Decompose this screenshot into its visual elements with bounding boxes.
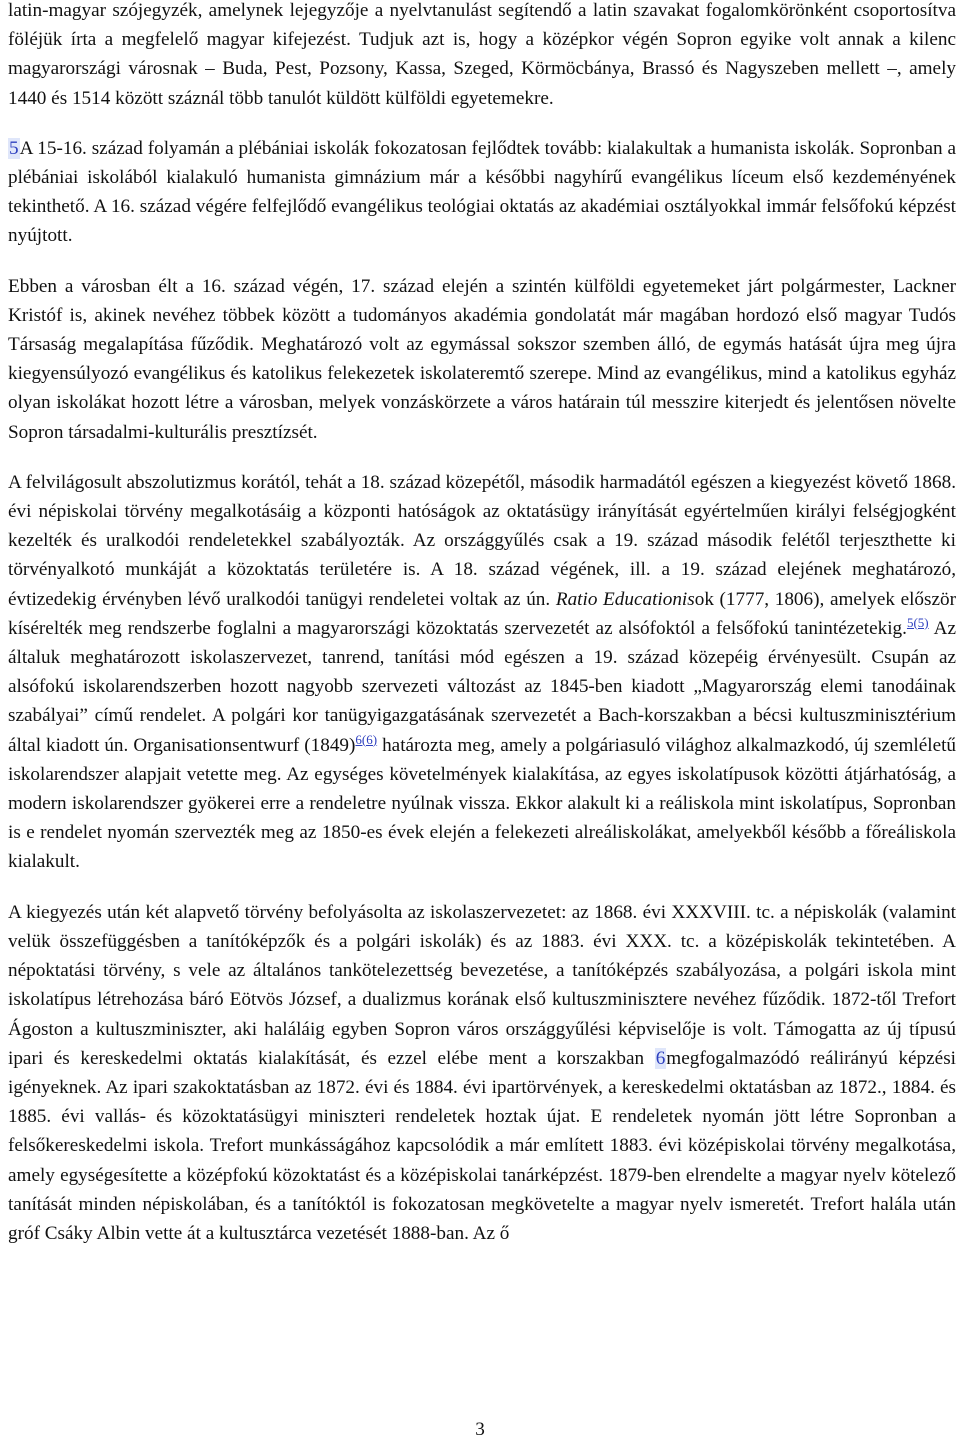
- paragraph-4-text-a: A felvilágosult abszolutizmus korától, tehát a 18. század közepétől, második harmadától egészen a kiegyezést követő 1868. évi népiskolai törvény megalkotásáig a központi hatóságok az oktatásügy irányítását egyértelműen királyi felségjogként kezelték és uralkodói rendeletekkel szabályozták. Az országgyűlés csak a 19. század második felétől terjeszthette ki törvényalkotó munkáját a közoktatás területére is. A 18. század végének, ill. a 19. század elejének meghatározó, évtizedekig érvényben lévő uralkodói tanügyi rendeletei voltak az ún.: [8, 471, 956, 610]
- paragraph-3: [8, 272, 956, 447]
- paragraph-2-text: A 15-16. század folyamán a plébániai iskolák fokozatosan fejlődtek tovább: kialakultak a humanista iskolák. Sopronban a plébániai iskolából kialakuló humanista gimnázium már a későbbi nagyhírű evangélikus líceum első kezdeményének tekinthető. A 16. század végére felfejlődő evangélikus teológiai oktatás az akadémiai osztályokkal immár felsőfokú képzést nyújtott.: [8, 137, 956, 247]
- document-body: [8, 0, 956, 1269]
- paragraph-4-text-c: Az általuk meghatározott iskolaszervezet, tanrend, tanítási mód egészen a 19. század közepéig érvényesült. Csupán az alsófokú iskolarendszerben hozott nagyobb szervezeti változást az 1845-ben kiadott „Magyarország elemi tanodáinak szabályai” című rendelet. A polgári kor tanügyigazgatásának szervezetét a Bach-korszakban a bécsi kultuszminisztérium által kiadott ún. Organisationsentwurf (1849): [8, 617, 956, 756]
- paragraph-5-text-b: megfogalmazódó reálirányú képzési igényeknek. Az ipari szakoktatásban az 1872. évi és 1884. évi ipartörvények, a kereskedelmi oktatásban az 1872., 1884. és 1885. évi vallás- és közoktatásügyi miniszteri rendeletek hoztak újat. E rendeletek nyomán jött létre Sopronban a felsőkereskedelmi iskola. Trefort munkásságához kapcsolódik a már említett 1883. évi középiskolai törvény megalkotása, amely egységesítette a középfokú közoktatást és a középiskolai tanárképzést. 1879-ben elrendelte a magyar nyelv kötelező tanítását minden népiskolában, és a tanítóktól is fokozatosan megkövetelte a magyar nyelv ismeretét. Trefort halála után gróf Csáky Albin vette át a kultusztárca vezetését 1888-ban. Az ő: [8, 1047, 956, 1244]
- paragraph-1-text: latin-magyar szójegyzék, amelynek lejegyzője a nyelvtanulást segítendő a latin szavakat fogalomkörönként csoportosítva föléjük írta a megfelelő magyar kifejezést. Tudjuk azt is, hogy a középkor végén Sopron egyike volt annak a kilenc magyarországi városnak – Buda, Pest, Pozsony, Kassa, Szeged, Körmöcbánya, Brassó és Nagyszeben mellett –, amely 1440 és 1514 között száznál több tanulót küldött külföldi egyetemekre.: [8, 0, 956, 109]
- page-marker-5[interactable]: 5: [9, 137, 19, 159]
- page-marker-6[interactable]: 6: [655, 1047, 666, 1069]
- paragraph-5-text-a: A kiegyezés után két alapvető törvény befolyásolta az iskolaszervezetet: az 1868. évi XXXVIII. tc. a népiskolák (valamint velük összefüggésben a tanítóképzők és a polgári iskolák) és az 1883. évi XXX. tc. a középiskolák tekintetében. A népoktatási törvény, s vele az általános tankötelezettség bevezetése, a tanítóképzés szabályozása, a polgári iskola mint iskolatípus létrehozása báró Eötvös József, a dualizmus korának első kultuszminisztere nevéhez fűződik. 1872-től Trefort Ágoston a kultuszminiszter, aki haláláig egyben Sopron város országgyűlési képviselője is volt. Támogatta az új típusú ipari és kereskedelmi oktatás kialakítását, és ezzel elébe ment a korszakban: [8, 901, 956, 1069]
- paragraph-3-text: Ebben a városban élt a 16. század végén, 17. század elején a szintén külföldi egyetemeket járt polgármester, Lackner Kristóf is, akinek nevéhez többek között a tudományos akadémia gondolatát már magában hordozó első magyar Tudós Társaság megalapítása fűződik. Meghatározó volt az egymással sokszor szemben álló, de egymás hatását újra meg újra kiegyensúlyozó evangélikus és katolikus felekezetek iskolateremtő szerepe. Mind az evangélikus, mind a katolikus egyház olyan iskolákat hozott létre a városban, melyek vonzáskörzete a város határain túl messzire kiterjedt és jelentősen növelte Sopron társadalmi-kulturális presztízsét.: [8, 275, 956, 443]
- ratio-educationis-italic: Ratio Educationis: [555, 588, 695, 610]
- paragraph-2: [8, 134, 956, 251]
- footnote-link-6[interactable]: 6(6): [355, 731, 378, 747]
- footnote-link-5[interactable]: 5(5): [906, 614, 929, 630]
- paragraph-4: [8, 468, 956, 877]
- paragraph-5: [8, 898, 956, 1248]
- page-number: 3: [475, 1419, 485, 1440]
- paragraph-4-text-b: ok (1777, 1806), amelyek először kísérelték meg rendszerbe foglalni a magyarországi közoktatás szervezetét az alsófoktól a felsőfokú tanintézetekig.: [8, 588, 956, 639]
- paragraph-4-text-d: határozta meg, amely a polgáriasuló világhoz alkalmazkodó, új szemléletű iskolarendszer alapjait vetette meg. Az egységes követelmények kialakítása, az egyes iskolatípusok közötti átjárhatóság, a modern iskolarendszer gyökerei erre a rendeletre nyúlnak vissza. Ekkor alakult ki a reáliskola mint iskolatípus, Sopronban is e rendelet nyomán szervezték meg az 1850-es évek elején a felekezeti alreáliskolákat, amelyekből később a főreáliskola kialakult.: [8, 734, 957, 873]
- paragraph-1: [8, 0, 956, 113]
